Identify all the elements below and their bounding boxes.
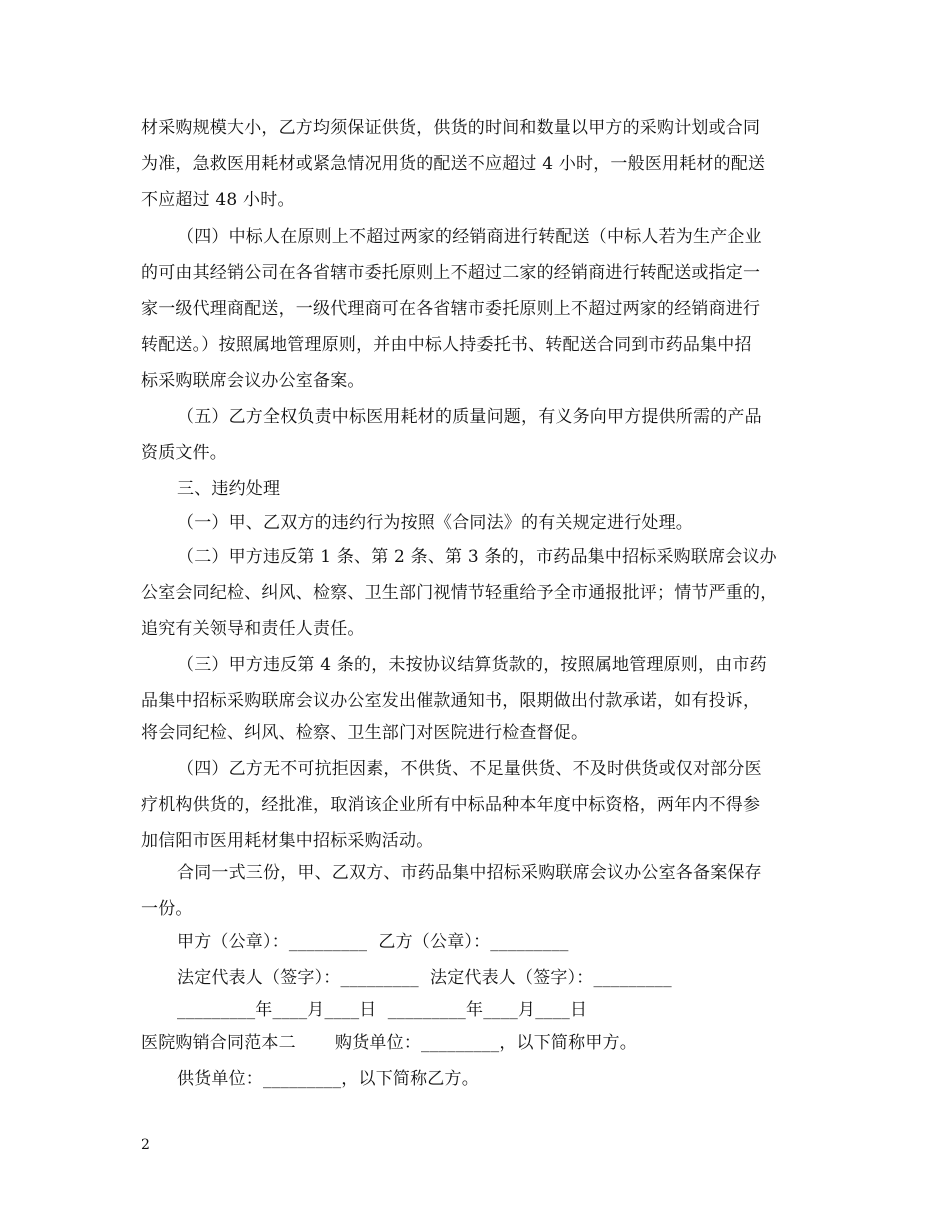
paragraph-line: 资质文件。 bbox=[141, 443, 227, 463]
paragraph-line: 公室会同纪检、纠风、检察、卫生部门视情节轻重给予全市通报批评；情节严重的， bbox=[141, 583, 778, 603]
page-number: 2 bbox=[141, 1137, 150, 1153]
paragraph-line: （三）甲方违反第 4 条的，未按协议结算货款的，按照属地管理原则，由市药 bbox=[177, 655, 767, 675]
paragraph-line: （一）甲、乙双方的违约行为按照《合同法》的有关规定进行处理。 bbox=[177, 513, 693, 533]
paragraph-line: 的可由其经销公司在各省辖市委托原则上不超过二家的经销商进行转配送或指定一 bbox=[141, 263, 761, 283]
paragraph-line: （二）甲方违反第 1 条、第 2 条、第 3 条的，市药品集中招标采购联席会议办 bbox=[177, 547, 777, 567]
paragraph-line: （五）乙方全权负责中标医用耗材的质量问题，有义务向甲方提供所需的产品 bbox=[177, 407, 762, 427]
contract-title-line: 医院购销合同范本二 购货单位：_________，以下简称甲方。 bbox=[141, 1033, 637, 1053]
signature-line-date: _________年____月____日 _________年____月____日 bbox=[177, 1000, 588, 1020]
paragraph-line: 材采购规模大小，乙方均须保证供货，供货的时间和数量以甲方的采购计划或合同 bbox=[141, 118, 761, 138]
paragraph-line: 疗机构供货的，经批准，取消该企业所有中标品种本年度中标资格，两年内不得参 bbox=[141, 795, 761, 815]
paragraph-line: 标采购联席会议办公室备案。 bbox=[141, 371, 365, 391]
paragraph-line: （四）乙方无不可抗拒因素，不供货、不足量供货、不及时供货或仅对部分医 bbox=[177, 759, 762, 779]
paragraph-line: 不应超过 48 小时。 bbox=[141, 190, 295, 210]
paragraph-line: 将会同纪检、纠风、检察、卫生部门对医院进行检查督促。 bbox=[141, 723, 589, 743]
paragraph-line: 一份。 bbox=[141, 899, 193, 919]
paragraph-line: （四）中标人在原则上不超过两家的经销商进行转配送（中标人若为生产企业 bbox=[177, 227, 762, 247]
section-heading: 三、违约处理 bbox=[177, 479, 281, 499]
paragraph-line: 加信阳市医用耗材集中招标采购活动。 bbox=[141, 831, 434, 851]
paragraph-line: 家一级代理商配送，一级代理商可在各省辖市委托原则上不超过两家的经销商进行 bbox=[141, 299, 761, 319]
paragraph-line: 合同一式三份，甲、乙双方、市药品集中招标采购联席会议办公室各备案保存 bbox=[177, 863, 762, 883]
signature-line-representative: 法定代表人（签字）：_________ 法定代表人（签字）：_________ bbox=[177, 968, 672, 988]
paragraph-line: 供货单位：_________，以下简称乙方。 bbox=[177, 1069, 479, 1089]
paragraph-line: 为准，急救医用耗材或紧急情况用货的配送不应超过 4 小时，一般医用耗材的配送 bbox=[141, 154, 766, 174]
signature-line-seal: 甲方（公章）：_________ 乙方（公章）：_________ bbox=[177, 932, 569, 952]
paragraph-line: 品集中招标采购联席会议办公室发出催款通知书，限期做出付款承诺，如有投诉， bbox=[141, 691, 761, 711]
paragraph-line: 转配送。）按照属地管理原则，并由中标人持委托书、转配送合同到市药品集中招 bbox=[141, 335, 752, 355]
paragraph-line: 追究有关领导和责任人责任。 bbox=[141, 619, 365, 639]
